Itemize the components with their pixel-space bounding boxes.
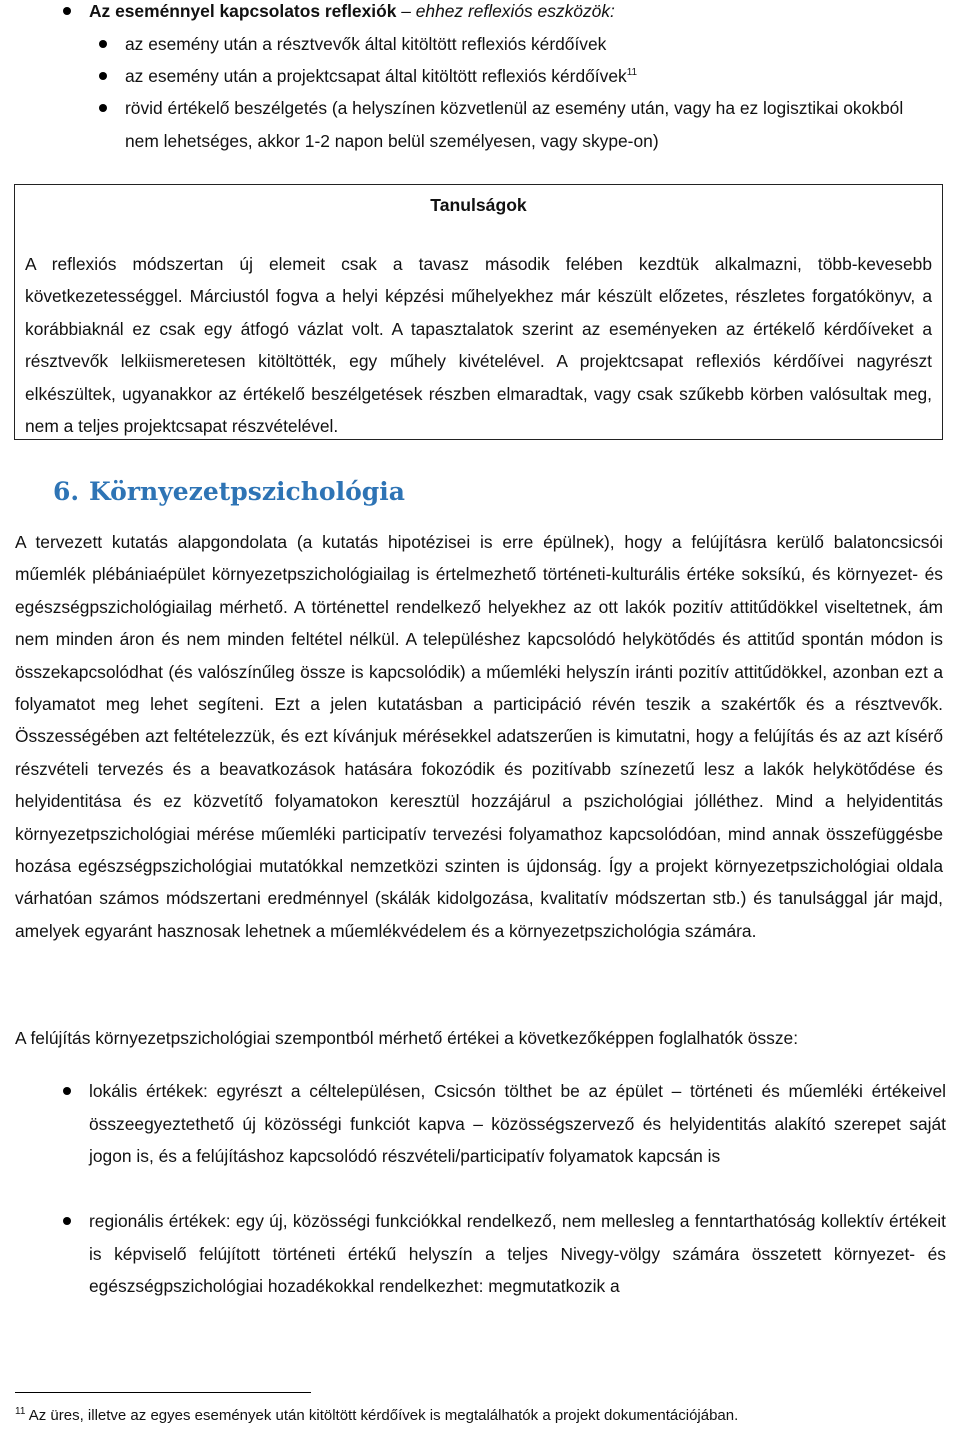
section-number: 6.: [53, 477, 80, 506]
lessons-box: [14, 184, 943, 440]
lessons-body: A reflexiós módszertan új elemeit csak a tavasz második felében kezdtük alkalmazni, több-kevesebb következetességgel. Márciustól fogva a helyi képzési műhelyekhez már készült előzetes, részletes forgatókönyv, a korábbiaknál ez csak egy átfogó vázlat volt. A tapasztalatok szerint az eseményeken az értékelő kérdőíveket a résztvevők lelkiismeretesen kitöltötték, egy műhely kivételével. A projektcsapat reflexiós kérdőívei nagyrészt elkészültek, ugyanakkor az értékelő beszélgetések részben elmaradtak, vagy csak szűkebb körben valósultak meg, nem a teljes projektcsapat részvételével.: [25, 254, 932, 437]
list-item-text: lokális értékek: egyrészt a céltelepülésen, Csicsón tölthet be az épület – történeti és műemléki értékeivel összeegyeztethető új közösségi funkciót kapva – közösségszervező és helyidentitás alakító szerepet saját jogon is, és a felújításhoz kapcsolódó részvételi/participatív folyamatok kapcsán is: [89, 1081, 946, 1167]
bullet-icon: [99, 72, 107, 80]
bullet-icon: [63, 1087, 71, 1095]
sub-bullet-text: [125, 60, 930, 93]
bullet-icon: [63, 1217, 71, 1225]
bullet-icon: [63, 7, 71, 15]
footnote-separator: [15, 1392, 311, 1393]
bullet-icon: [99, 104, 107, 112]
bullet-heading-bold: Az eseménnyel kapcsolatos reflexiók: [89, 1, 397, 21]
sub-bullet-text-body: az esemény után a projektcsapat által kitöltött reflexiós kérdőívek: [125, 66, 627, 86]
main-paragraph: A tervezett kutatás alapgondolata (a kutatás hipotézisei is erre épülnek), hogy a felújításra kerülő balatoncsicsói műemlék plébániaépület környezetpszichológiailag is értelmezhető történeti-kulturális értéke soksíkú, és környezet- és egészségpszichológiailag mérhető. A történettel rendelkező helyekhez az ott lakók pozitív attitűdökkel viseltetnek, ám nem minden áron és nem minden feltétel nélkül. A településhez kapcsolódó helykötődés és attitűd spontán módon is összekapcsolódhat (és valószínűleg össze is kapcsolódik) a műemléki helyszín iránti pozitív attitűdökkel, azonban ezt a folyamatot meg lehet segíteni. Ezt a jelen kutatásban a participáció révén teszik a szakértők és a résztvevők. Összességében azt feltételezzük, és ezt kívánjuk mérésekkel adatszerűen is kimutatni, hogy a felújítás és az azt kísérő részvételi tervezés és a beavatkozások hatására fokozódik és pozitívabb színezetű lesz a lakók helykötődése és helyidentitása és ez közvetítő folyamatokon keresztül hozzájárul a pszichológiai jólléthez. Mind a helyidentitás környezetpszichológiai mérése műemléki participatív tervezési folyamathoz kapcsolódóan, mind annak összefüggésbe hozása egészségpszichológiai mutatókkal nemzetközi szinten is újdonság. Így a projekt környezetpszichológiai oldala várhatóan számos módszertani eredménnyel (skálák kidolgozása, kvalitatív módszertan stb.) és tanulsággal jár majd, amelyek egyaránt hasznosak lehetnek a műemlékvédelem és a környezetpszichológia számára.: [15, 532, 943, 941]
footnote-text: Az üres, illetve az egyes események után kitöltött kérdőívek is megtalálhatók a projekt dokumentációjában.: [25, 1407, 739, 1424]
values-intro-paragraph: A felújítás környezetpszichológiai szempontból mérhető értékei a következőképpen foglalhatók össze:: [15, 1028, 799, 1048]
lessons-title: Tanulságok: [430, 195, 527, 215]
bullet-heading-italic: – ehhez reflexiós eszközök:: [396, 1, 615, 21]
footnote-number: 11: [15, 1406, 26, 1417]
sub-bullet-text: az esemény után a résztvevők által kitöltött reflexiós kérdőívek: [125, 34, 607, 54]
footnote-reference[interactable]: 11: [626, 67, 638, 79]
sub-bullet-text: rövid értékelő beszélgetés (a helyszínen közvetlenül az esemény után, vagy ha ez logisztikai okokból nem lehetséges, akkor 1-2 napon belül személyesen, vagy skype-on): [125, 98, 904, 151]
section-title: Környezetpszichológia: [89, 477, 405, 506]
footnote: [15, 1404, 738, 1428]
bullet-icon: [99, 40, 107, 48]
section-heading: [53, 472, 405, 512]
bullet-heading: [89, 0, 930, 28]
list-item-text: regionális értékek: egy új, közösségi funkciókkal rendelkező, nem mellesleg a fenntarthatóság kollektív értékeit is képviselő felújított történeti értékű helyszín a teljes Nivegy-völgy számára összetett környezet- és egészségpszichológiai hozadékokkal rendelkezhet: megmutatkozik a: [89, 1211, 946, 1297]
